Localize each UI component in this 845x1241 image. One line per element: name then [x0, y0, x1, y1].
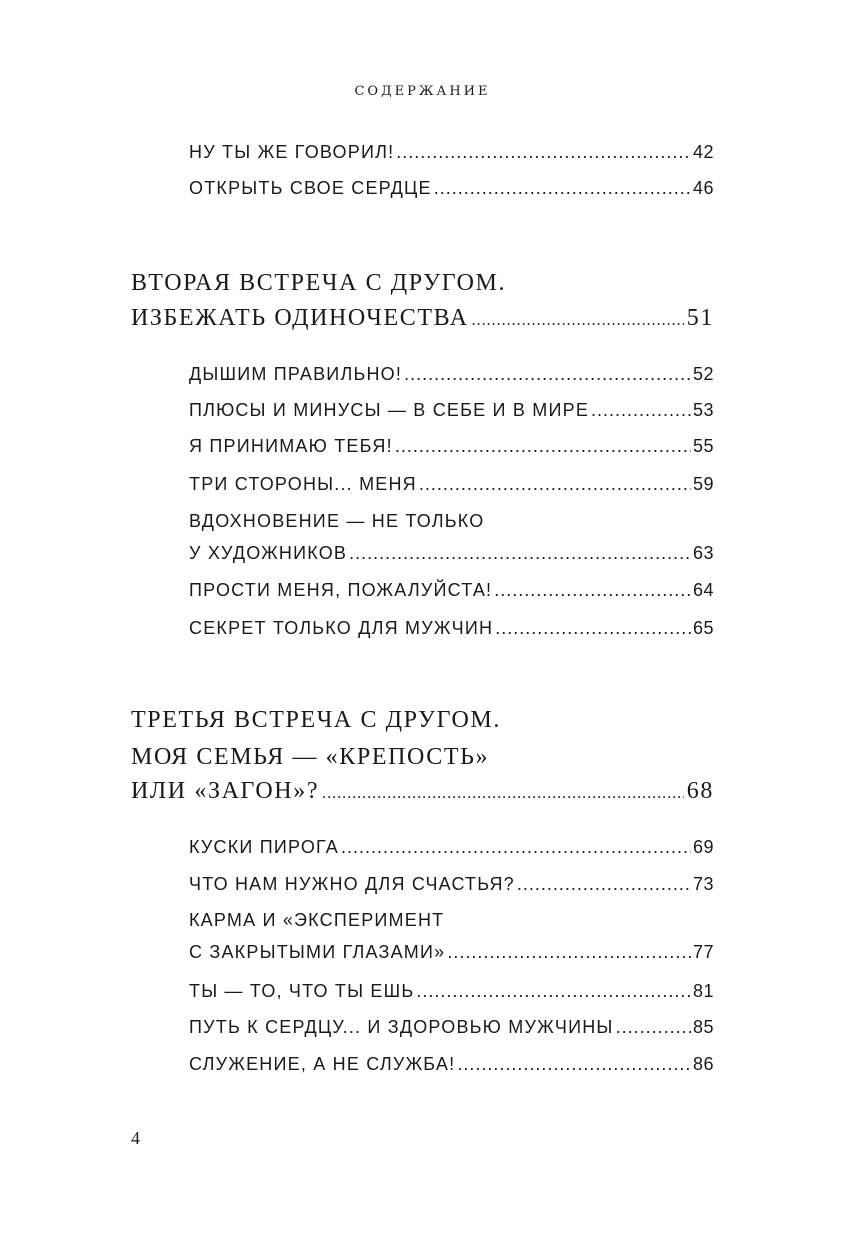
toc-entry-title: У ХУДОЖНИКОВ: [189, 543, 348, 563]
toc-entry-title: СЛУЖЕНИЕ, А НЕ СЛУЖБА!: [189, 1054, 456, 1074]
chapter-heading-entry[interactable]: [131, 776, 714, 809]
chapter-heading-title: ИЗБЕЖАТЬ ОДИНОЧЕСТВА: [131, 305, 469, 331]
dot-leader: [395, 434, 691, 458]
toc-entry-page: 69: [692, 837, 714, 857]
dot-leader: [416, 979, 691, 1003]
toc-entry-title: ПУТЬ К СЕРДЦУ... И ЗДОРОВЬЮ МУЖЧИНЫ: [189, 1017, 614, 1037]
chapter-heading: ВТОРАЯ ВСТРЕЧА С ДРУГОМ.: [131, 270, 507, 296]
toc-entry[interactable]: [189, 434, 714, 458]
toc-entry[interactable]: [189, 872, 714, 896]
toc-entry-page: 52: [692, 364, 714, 384]
toc-entry-page: 59: [692, 474, 714, 494]
toc-entry-title: ДЫШИМ ПРАВИЛЬНО!: [189, 364, 403, 384]
toc-entry-title: Я ПРИНИМАЮ ТЕБЯ!: [189, 436, 393, 456]
chapter-heading-page: 51: [686, 305, 714, 331]
toc-entry-title: ПЛЮСЫ И МИНУСЫ — В СЕБЕ И В МИРЕ: [189, 400, 590, 420]
dot-leader: [616, 1015, 691, 1039]
dot-leader: [419, 472, 691, 496]
toc-entry[interactable]: [189, 940, 714, 964]
toc-entry-page: 81: [692, 981, 714, 1001]
chapter-heading-title: ИЛИ «ЗАГОН»?: [131, 778, 320, 804]
toc-entry[interactable]: [189, 1015, 714, 1039]
toc-entry-title: ТЫ — ТО, ЧТО ТЫ ЕШЬ: [189, 981, 415, 1001]
toc-entry-page: 73: [692, 874, 714, 894]
page-number: 4: [131, 1128, 140, 1148]
dot-leader: [396, 140, 691, 164]
toc-entry-title-line1: КАРМА И «ЭКСПЕРИМЕНТ: [189, 910, 445, 930]
toc-entry-page: 77: [692, 942, 714, 962]
toc-entry-title-line1: ВДОХНОВЕНИЕ — НЕ ТОЛЬКО: [189, 511, 485, 531]
dot-leader: [404, 362, 691, 386]
toc-entry[interactable]: [189, 398, 714, 422]
toc-entry[interactable]: [189, 140, 714, 164]
dot-leader: [434, 176, 691, 200]
toc-entry-page: 85: [692, 1017, 714, 1037]
toc-entry[interactable]: [189, 472, 714, 496]
toc-entry-page: 65: [692, 618, 714, 638]
toc-entry[interactable]: [189, 541, 714, 565]
toc-entry[interactable]: [189, 616, 714, 640]
toc-entry-title: КУСКИ ПИРОГА: [189, 837, 339, 857]
dot-leader: [591, 398, 691, 422]
toc-entry-title: НУ ТЫ ЖЕ ГОВОРИЛ!: [189, 142, 395, 162]
toc-entry-page: 63: [692, 543, 714, 563]
dot-leader: [517, 872, 691, 896]
toc-entry-page: 55: [692, 436, 714, 456]
toc-entry-title: С ЗАКРЫТЫМИ ГЛАЗАМИ»: [189, 942, 446, 962]
toc-entry[interactable]: [189, 1052, 714, 1076]
dot-leader: [447, 940, 691, 964]
toc-entry[interactable]: [189, 362, 714, 386]
dot-leader: [322, 779, 684, 809]
toc-entry[interactable]: [189, 578, 714, 602]
dot-leader: [457, 1052, 691, 1076]
toc-entry-page: 42: [692, 142, 714, 162]
toc-entry-page: 64: [692, 580, 714, 600]
chapter-heading: ТРЕТЬЯ ВСТРЕЧА С ДРУГОМ.: [131, 707, 501, 733]
dot-leader: [495, 616, 691, 640]
toc-entry[interactable]: [189, 979, 714, 1003]
toc-entry-title: ПРОСТИ МЕНЯ, ПОЖАЛУЙСТА!: [189, 580, 493, 600]
dot-leader: [494, 578, 691, 602]
toc-entry[interactable]: [189, 176, 714, 200]
dot-leader: [472, 306, 684, 336]
toc-entry-title: ОТКРЫТЬ СВОЕ СЕРДЦЕ: [189, 178, 432, 198]
chapter-heading-page: 68: [686, 778, 714, 804]
toc-entry-title: СЕКРЕТ ТОЛЬКО ДЛЯ МУЖЧИН: [189, 618, 494, 638]
toc-entry-title: ЧТО НАМ НУЖНО ДЛЯ СЧАСТЬЯ?: [189, 874, 515, 894]
dot-leader: [349, 541, 691, 565]
toc-entry-page: 46: [692, 178, 714, 198]
toc-entry[interactable]: [189, 835, 714, 859]
toc-entry-page: 86: [692, 1054, 714, 1074]
running-head: СОДЕРЖАНИЕ: [354, 84, 491, 99]
toc-entry-title: ТРИ СТОРОНЫ... МЕНЯ: [189, 474, 417, 494]
toc-entry-page: 53: [692, 400, 714, 420]
dot-leader: [341, 835, 691, 859]
chapter-heading-entry[interactable]: [131, 303, 714, 336]
chapter-heading: МОЯ СЕМЬЯ — «КРЕПОСТЬ»: [131, 744, 490, 770]
